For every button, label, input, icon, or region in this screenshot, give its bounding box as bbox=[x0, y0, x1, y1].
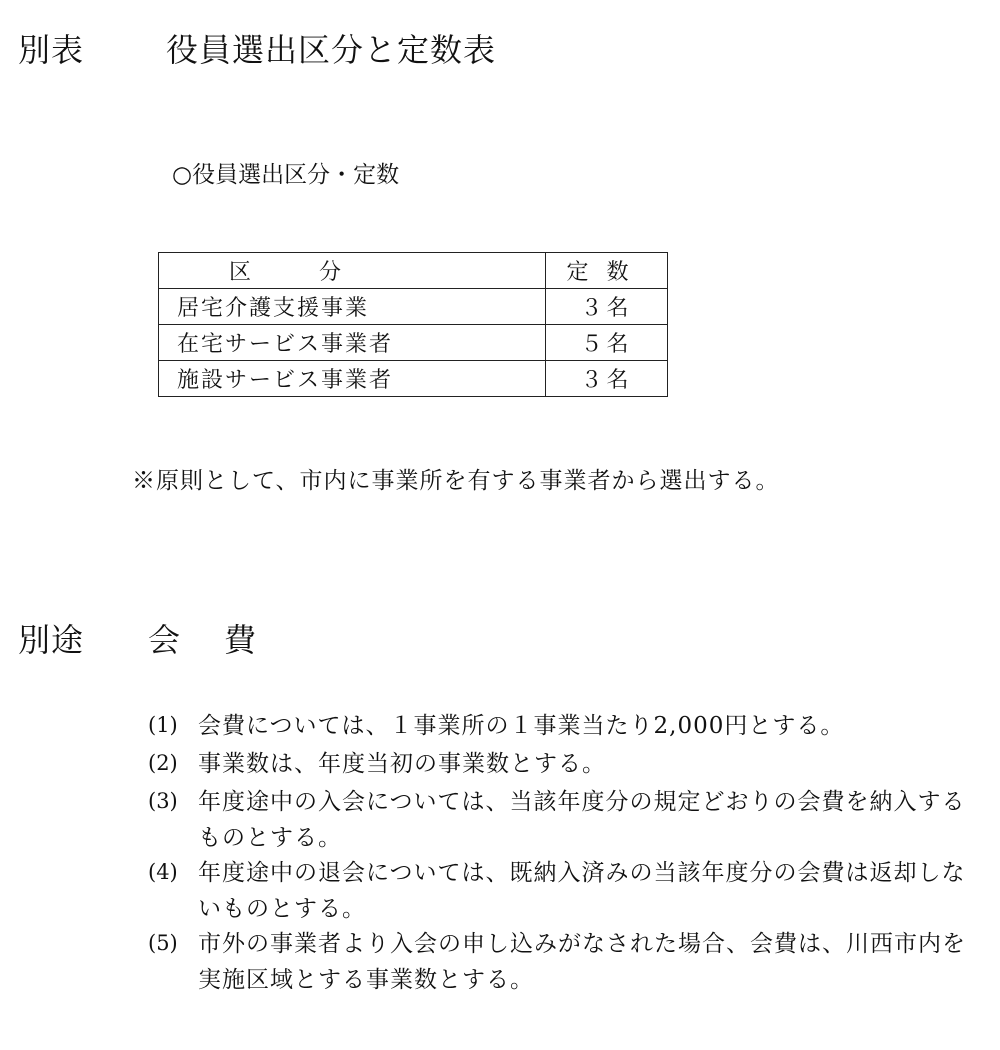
section2-prefix: 別途 bbox=[18, 621, 85, 659]
section1-title: 役員選出区分と定数表 bbox=[166, 31, 497, 69]
table-row bbox=[159, 289, 668, 325]
list-item-text: 年度途中の退会については、既納入済みの当該年度分の会費は返却しないものとする。 bbox=[198, 860, 966, 922]
table-header-row bbox=[159, 253, 668, 289]
list-item-number: (1) bbox=[148, 713, 178, 737]
table-row bbox=[159, 361, 668, 397]
section1-subheading: ○役員選出区分・定数 bbox=[172, 162, 400, 188]
officer-quota-table bbox=[158, 252, 668, 397]
table-row bbox=[159, 325, 668, 361]
list-item-number: (4) bbox=[148, 860, 178, 884]
table-header-quota: 定数 bbox=[546, 253, 668, 289]
list-item-text: 会費については、１事業所の１事業当たり2,000円とする。 bbox=[198, 713, 845, 739]
table-header-category-part1: 区 bbox=[229, 260, 260, 285]
list-item-text: 年度途中の入会については、当該年度分の規定どおりの会費を納入するものとする。 bbox=[198, 789, 966, 851]
table-cell-category: 施設サービス事業者 bbox=[159, 361, 546, 397]
table-cell-quota: ５名 bbox=[546, 325, 668, 361]
table-header-category-part2: 分 bbox=[319, 260, 350, 285]
section2-title: 会 費 bbox=[148, 621, 263, 659]
list-item-text: 事業数は、年度当初の事業数とする。 bbox=[198, 751, 606, 777]
list-item-number: (3) bbox=[148, 789, 178, 813]
list-item-number: (5) bbox=[148, 931, 178, 955]
table-header-category bbox=[159, 253, 546, 289]
list-item-number: (2) bbox=[148, 751, 178, 775]
section1-prefix: 別表 bbox=[18, 31, 85, 69]
table-cell-category: 居宅介護支援事業 bbox=[159, 289, 546, 325]
list-item-text: 市外の事業者より入会の申し込みがなされた場合、会費は、川西市内を実施区域とする事業数とする。 bbox=[198, 931, 966, 993]
table-cell-quota: ３名 bbox=[546, 289, 668, 325]
table-cell-category: 在宅サービス事業者 bbox=[159, 325, 546, 361]
table-cell-quota: ３名 bbox=[546, 361, 668, 397]
selection-note: ※原則として、市内に事業所を有する事業者から選出する。 bbox=[132, 468, 780, 494]
